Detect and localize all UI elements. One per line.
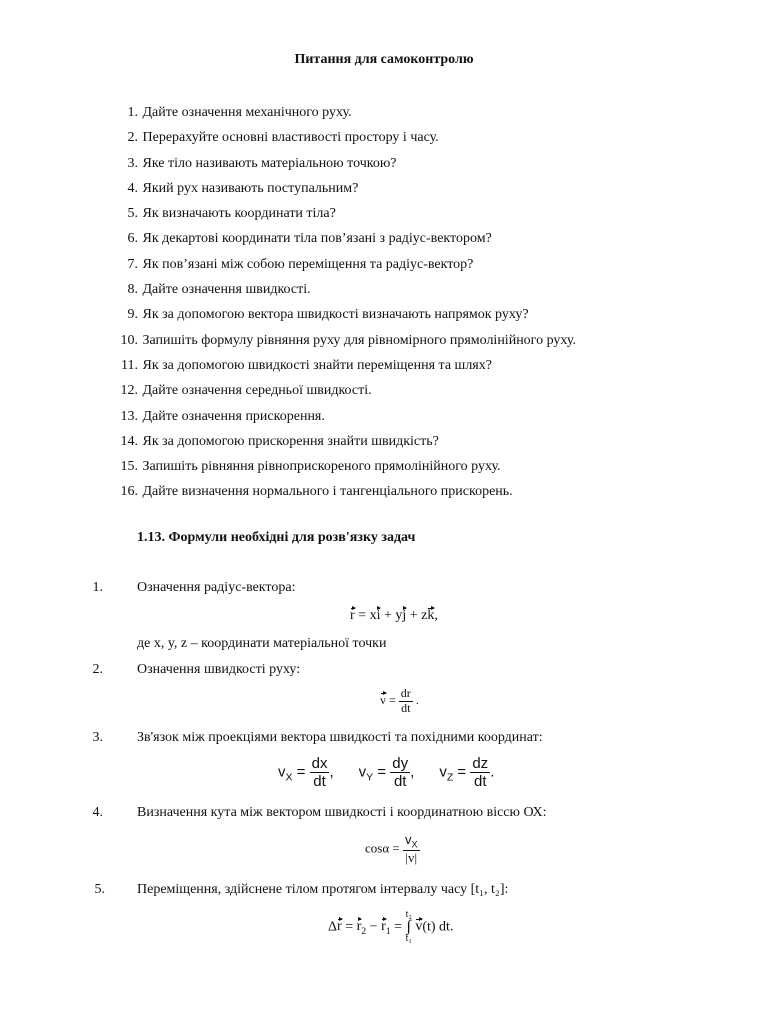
list-item [112,226,712,251]
var-v: v [439,763,447,781]
formula-number: 2. [92,662,103,677]
item-text: Дайте означення швидкості. [142,282,311,298]
item-text: Як декартові координати тіла пов’язані з радіус-вектором? [142,231,492,247]
upper-limit: t₂ [405,909,412,920]
section-title: 1.13. Формули необхідні для розв'язку задач [137,530,416,545]
vector-v: v [415,919,423,935]
formula-label: Зв'язок між проекціями вектора швидкості та похідними координат: [137,730,543,745]
item-text: Як пов’язані між собою переміщення та радіус-вектор? [142,256,474,272]
period: . [449,919,454,935]
denominator: dt [474,773,487,791]
var-v: v [405,832,412,847]
unit-i: i [376,608,381,623]
formula-number: 4. [92,805,103,820]
page-title: Питання для самоконтролю [294,52,474,67]
list-item [112,404,712,429]
delta-symbol: Δ [328,919,338,935]
item-number: 6. [127,231,138,247]
list-item [112,100,712,125]
subscript-1: 1 [385,926,391,938]
item-text: Перерахуйте основні властивості простору і часу. [142,130,439,146]
denominator: dt [393,773,407,791]
plus-sign: + [409,608,418,623]
comma: , [329,763,334,781]
list-item [112,302,712,327]
equals-sign: = [345,919,354,935]
alpha-symbol: α [382,840,390,856]
list-item [112,479,712,504]
equals-sign: = [389,693,396,708]
subscript-2: 2 [361,926,367,938]
period: . [415,693,419,708]
argument: (t) [422,919,436,935]
item-number: 10. [120,332,138,348]
list-item [112,151,712,176]
subscript-z: Z [446,771,454,784]
list-item [112,125,712,150]
item-text: Запишіть формулу рівняння руху для рівномірного прямолінійного руху. [142,332,576,348]
item-number: 15. [120,459,138,475]
item-text: Як визначають координати тіла? [142,206,336,222]
numerator: dx [311,755,328,772]
differential: dt [439,919,450,935]
formula-velocity [380,687,419,716]
list-item [112,201,712,226]
vector-r2: r [356,919,362,935]
item-number: 5. [127,206,138,222]
comma: , [434,608,438,623]
fraction [390,755,410,791]
item-number: 3. [127,155,138,171]
lower-limit: t₁ [405,933,412,945]
formula-label: Визначення кута між вектором швидкості і координатною віссю ОХ: [137,805,547,820]
var-v: v [358,763,367,781]
formula-note: де x, y, z – координати матеріальної точки [137,636,387,651]
item-text: Запишіть рівняння рівноприскореного прямолінійного руху. [142,459,501,475]
formula-number: 5. [94,882,105,897]
item-text: Яке тіло називають матеріальною точкою? [142,155,397,171]
unit-k: k [427,608,435,623]
formula-label: Означення радіус-вектора: [137,580,296,595]
item-text: Дайте означення середньої швидкості. [142,383,372,399]
item-number: 1. [127,105,138,120]
vector-v: v [380,693,386,708]
item-text: Дайте означення прискорення. [142,408,325,424]
numerator: dz [472,755,489,772]
fraction [310,755,330,791]
cos-function: cos [365,840,383,856]
equals-sign: = [394,919,403,935]
formula-radius-vector [350,608,438,624]
item-text: Як за допомогою вектора швидкості визначають напрямок руху? [142,307,529,323]
period: . [490,763,495,781]
item-text: Як за допомогою швидкості знайти переміщення та шлях? [142,357,492,373]
list-item [112,277,712,302]
denominator: dt [401,700,411,715]
list-item [112,252,712,277]
item-text: Дайте визначення нормального і тангенціального прискорень. [142,484,513,500]
minus-sign: − [369,919,378,935]
list-item [112,353,712,378]
denominator: |v| [405,850,418,866]
integral [406,910,412,944]
vector-r1: r [381,919,386,935]
item-text: Дайте означення механічного руху. [142,105,352,120]
var-y: y [395,608,403,623]
subscript-y: Y [366,771,374,784]
numerator: dy [392,755,409,772]
subscript-x: X [285,771,293,784]
list-item [112,429,712,454]
item-number: 7. [127,256,138,272]
plus-sign: + [383,608,392,623]
list-item [112,176,712,201]
formula-number: 3. [92,730,103,745]
item-number: 2. [127,130,138,146]
item-number: 12. [120,383,138,399]
list-item [112,328,712,353]
subscript-x: X [411,839,418,850]
item-text: Як за допомогою прискорення знайти швидкість? [142,433,439,449]
unit-j: j [402,608,407,623]
comma: , [410,763,415,781]
integral-sign: ∫ [406,918,411,935]
item-number: 9. [127,307,138,323]
vector-r: r [337,919,342,935]
item-number: 8. [127,282,138,298]
equals-sign: = [392,840,400,856]
formula-label: Переміщення, здійснене тілом протягом інтервалу часу [t₁, t₂]: [137,882,509,897]
list-item [112,454,712,479]
fraction [470,755,490,791]
denominator: dt [313,773,326,791]
formula-angle [365,833,420,866]
var-z: z [421,608,428,623]
list-item [112,378,712,403]
equals-sign: = [358,608,367,623]
item-number: 16. [120,484,138,500]
formula-projections: $v_X$ = $\frac{dx}{dt}$ , $v_Y$ = $\frac{dy}{dt}$ , $v_Z$ = $\frac{dz}{dt}$ . [278,755,495,791]
vector-r: r [350,608,355,623]
question-list [112,100,712,505]
numerator [403,833,420,851]
formula-number: 1. [92,580,103,595]
item-number: 14. [120,433,138,449]
item-number: 4. [127,180,138,196]
fraction [403,833,420,866]
item-text: Який рух називають поступальним? [142,180,359,196]
var-x: x [369,608,377,623]
var-v: v [278,763,286,781]
fraction [399,687,413,716]
formula-label: Означення швидкості руху: [137,662,301,677]
item-number: 11. [121,357,138,373]
numerator: dr [400,686,411,700]
item-number: 13. [120,408,138,424]
formula-displacement [328,910,453,944]
